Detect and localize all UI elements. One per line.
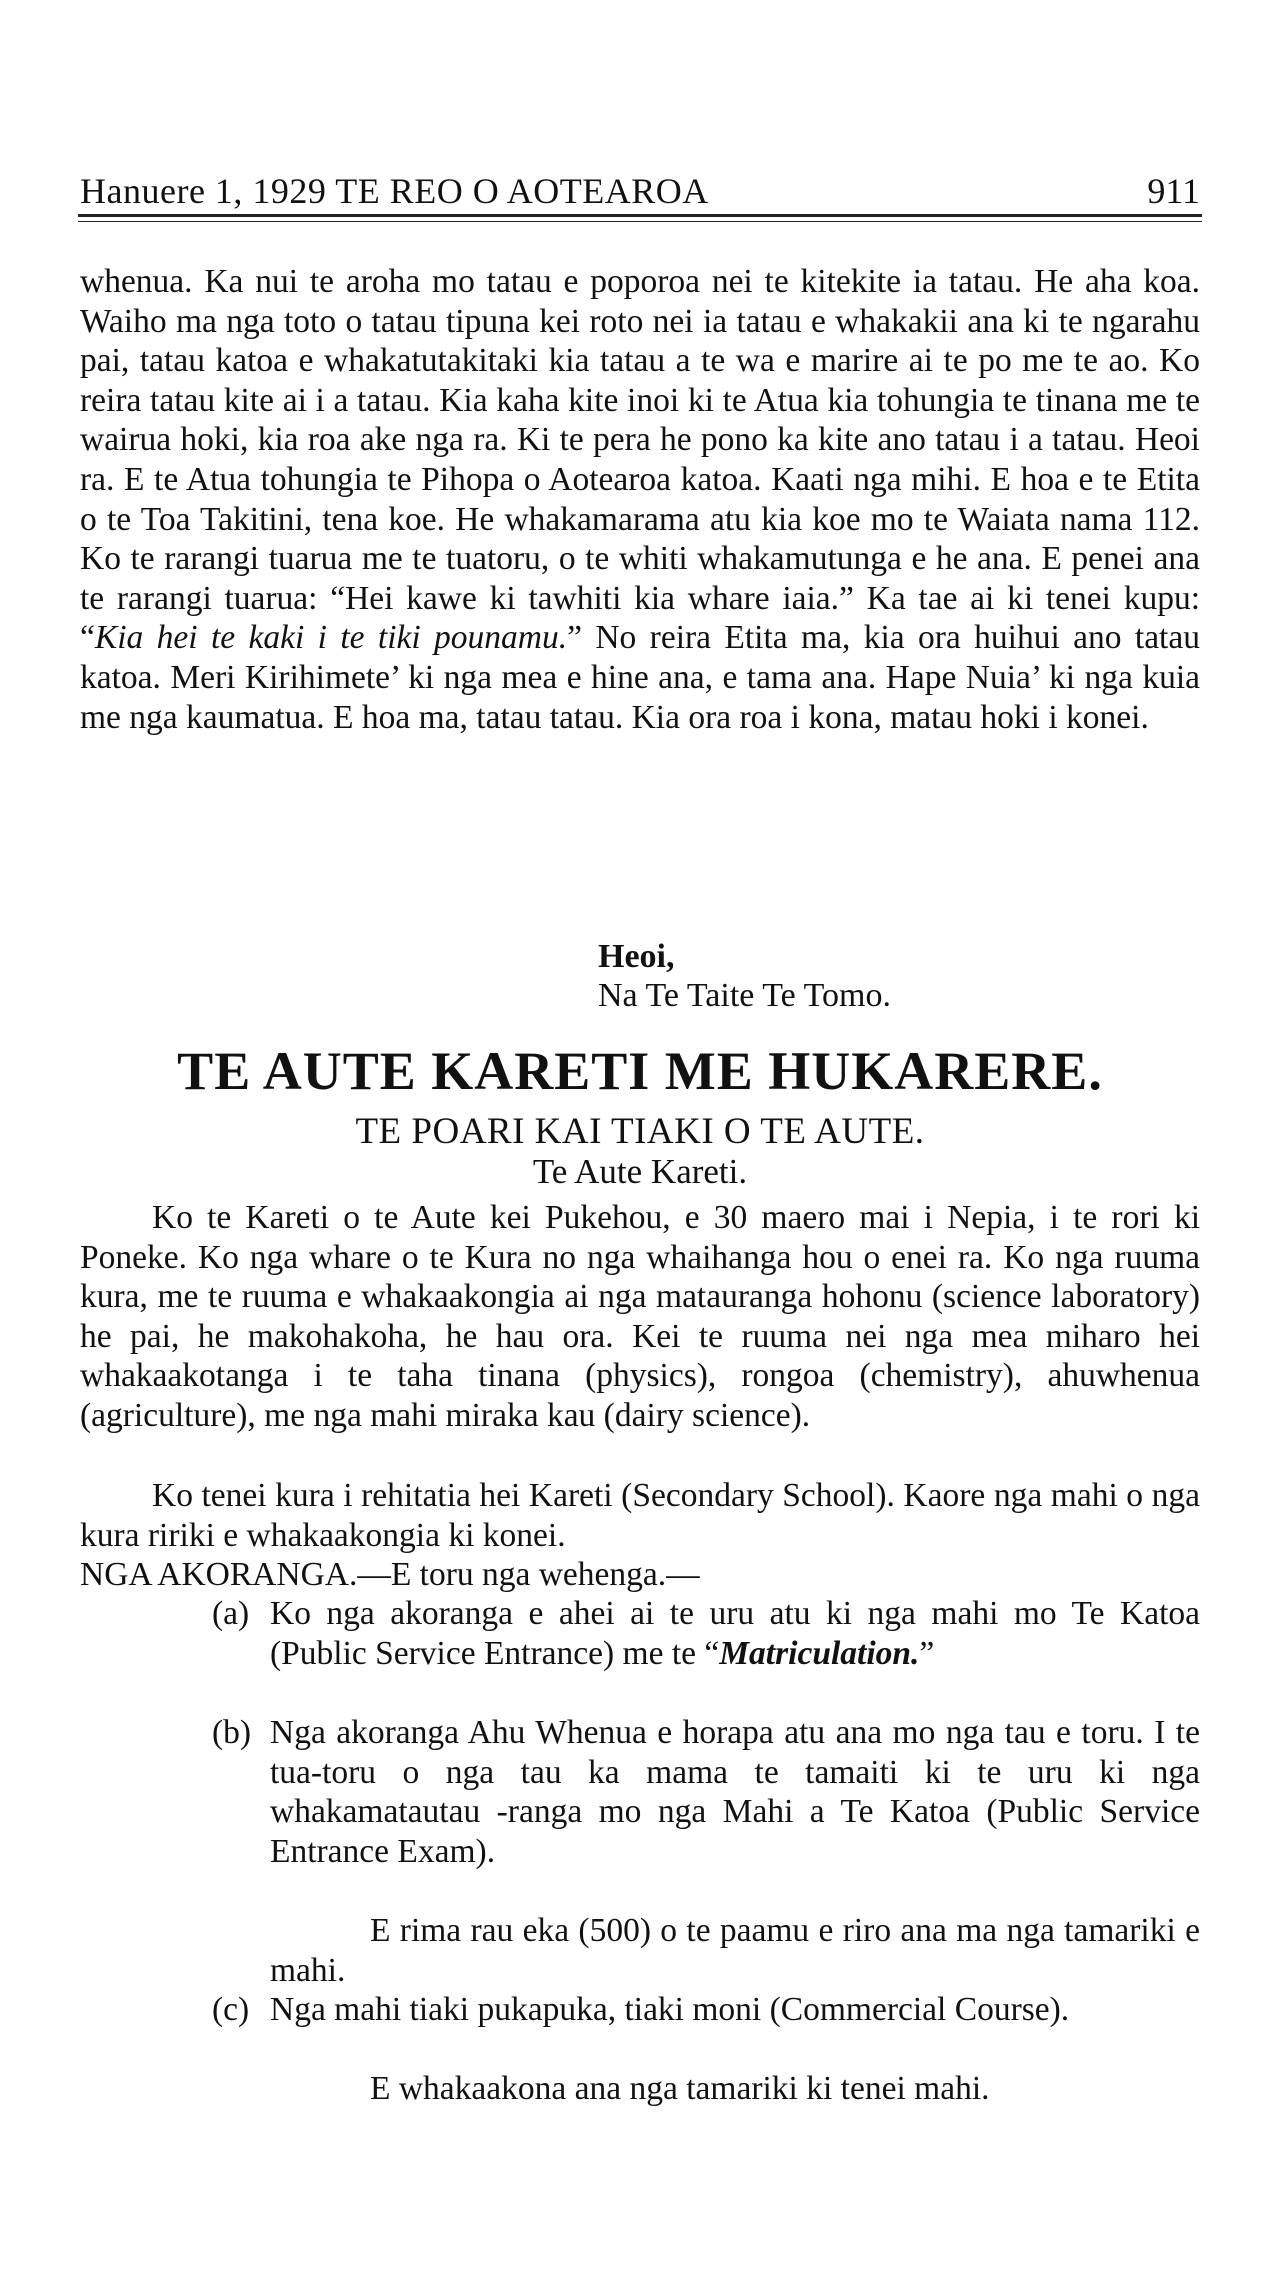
letter-text-a: whenua. Ka nui te aroha mo tatau e poporoa nei te kitekite ia tatau. He aha koa. Waiho ma nga toto o tatau tipuna kei roto nei ia tatau e whakakii ana ki te ngarahu pai, tatau katoa e whakatutakitaki kia tatau a te wa e marire ai te po me te ao. Ko reira tatau kite ai i a tatau. Kia kaha kite inoi ki te Atua kia tohungia te tinana me te wairua hoki, kia roa ake nga ra. Ki te pera he pono ka kite ano tatau i a tatau. Heoi ra. E te Atua tohungia te Pihopa o Aotearoa katoa. Kaati nga mihi. E hoa e te Etita o te Toa Takitini, tena koe. He whakamarama atu kia koe mo te Waiata nama 112. Ko te rarangi tuarua me te tuatoru, o te whiti whakamutunga e he ana. E penei ana te rarangi tuarua: “Hei kawe ki tawhiti kia whare iaia.” Ka tae ai ki tenei kupu: “	[80, 263, 1200, 657]
header-rule	[78, 214, 1202, 217]
header-date-masthead: Hanuere 1, 1929 TE REO O AOTEAROA	[80, 171, 709, 211]
list-text-b: Nga akoranga Ahu Whenua e horapa atu ana mo nga tau e toru. I te tua-toru o nga tau ka mama te tamaiti ki te uru ki nga whakamatautau -ranga mo nga Mahi a Te Katoa (Public Service Entrance Exam).	[270, 1714, 1200, 1870]
page-header	[80, 170, 1200, 214]
letter-signature: Na Te Taite Te Tomo.	[598, 977, 891, 1014]
list-text-c: Nga mahi tiaki pukapuka, tiaki moni (Commercial Course).	[270, 1991, 1070, 2028]
list-item-c	[212, 1990, 1200, 2030]
list-item-a	[212, 1594, 1200, 1673]
letter-text-b: ” No reira Etita ma, kia ora huihui ano tatau katoa. Meri Kirihimete’ ki nga mea e hine ana, e tama ana. Hape Nuia’ ki nga kuia me nga kaumatua. E hoa ma, tatau tatau. Kia ora roa i kona, matau hoki i konei.	[80, 619, 1200, 736]
list-label-c: (c)	[212, 1991, 250, 2028]
list-label-b: (b)	[212, 1714, 252, 1751]
article-paragraph-1: Ko te Kareti o te Aute kei Pukehou, e 30 maero mai i Nepia, i te rori ki Poneke. Ko nga whare o te Kura no nga whaihanga hou o enei ra. Ko nga ruuma kura, me te ruuma e whakaakongia ai nga matauranga hohonu (science laboratory) he pai, he makohakoha, he hau ora. Kei te ruuma nei nga mea miharo hei whakaakotanga i te taha tinana (physics), rongoa (chemistry), ahuwhenua (agriculture), me nga mahi miraka kau (dairy science).	[80, 1199, 1200, 1434]
article-paragraph-2: Ko tenei kura i rehitatia hei Kareti (Secondary School). Kaore nga mahi o nga kura ririki e whakaakongia ki konei.	[80, 1477, 1200, 1554]
letter-signoff-heoi: Heoi,	[598, 938, 675, 975]
list-item-b	[212, 1713, 1200, 1871]
article-title: TE AUTE KARETI ME HUKARERE.	[177, 1041, 1103, 1101]
page-number: 911	[1147, 171, 1200, 211]
list-text-a-end: ”	[919, 1634, 935, 1672]
list-text-a-italic: Matriculation.	[719, 1634, 920, 1672]
article-subsubtitle: Te Aute Kareti.	[532, 1152, 748, 1191]
header-rule-thin	[78, 221, 1202, 222]
letter-quote-italic: Kia hei te kaki i te tiki pounamu.	[94, 619, 568, 657]
list-note-c: E whakaakona ana nga tamariki ki tenei mahi.	[370, 2070, 990, 2107]
akoranga-heading: NGA AKORANGA.—E toru nga wehenga.—	[80, 1556, 700, 1593]
article-subtitle: TE POARI KAI TIAKI O TE AUTE.	[355, 1111, 925, 1152]
letter-body	[80, 262, 1200, 737]
list-text-a: Ko nga akoranga e ahei ai te uru atu ki nga mahi mo Te Katoa (Public Service Entrance) me te “	[270, 1595, 1200, 1672]
list-note-b: E rima rau eka (500) o te paamu e riro ana ma nga tamariki e mahi.	[270, 1912, 1200, 1989]
list-label-a: (a)	[212, 1595, 250, 1632]
